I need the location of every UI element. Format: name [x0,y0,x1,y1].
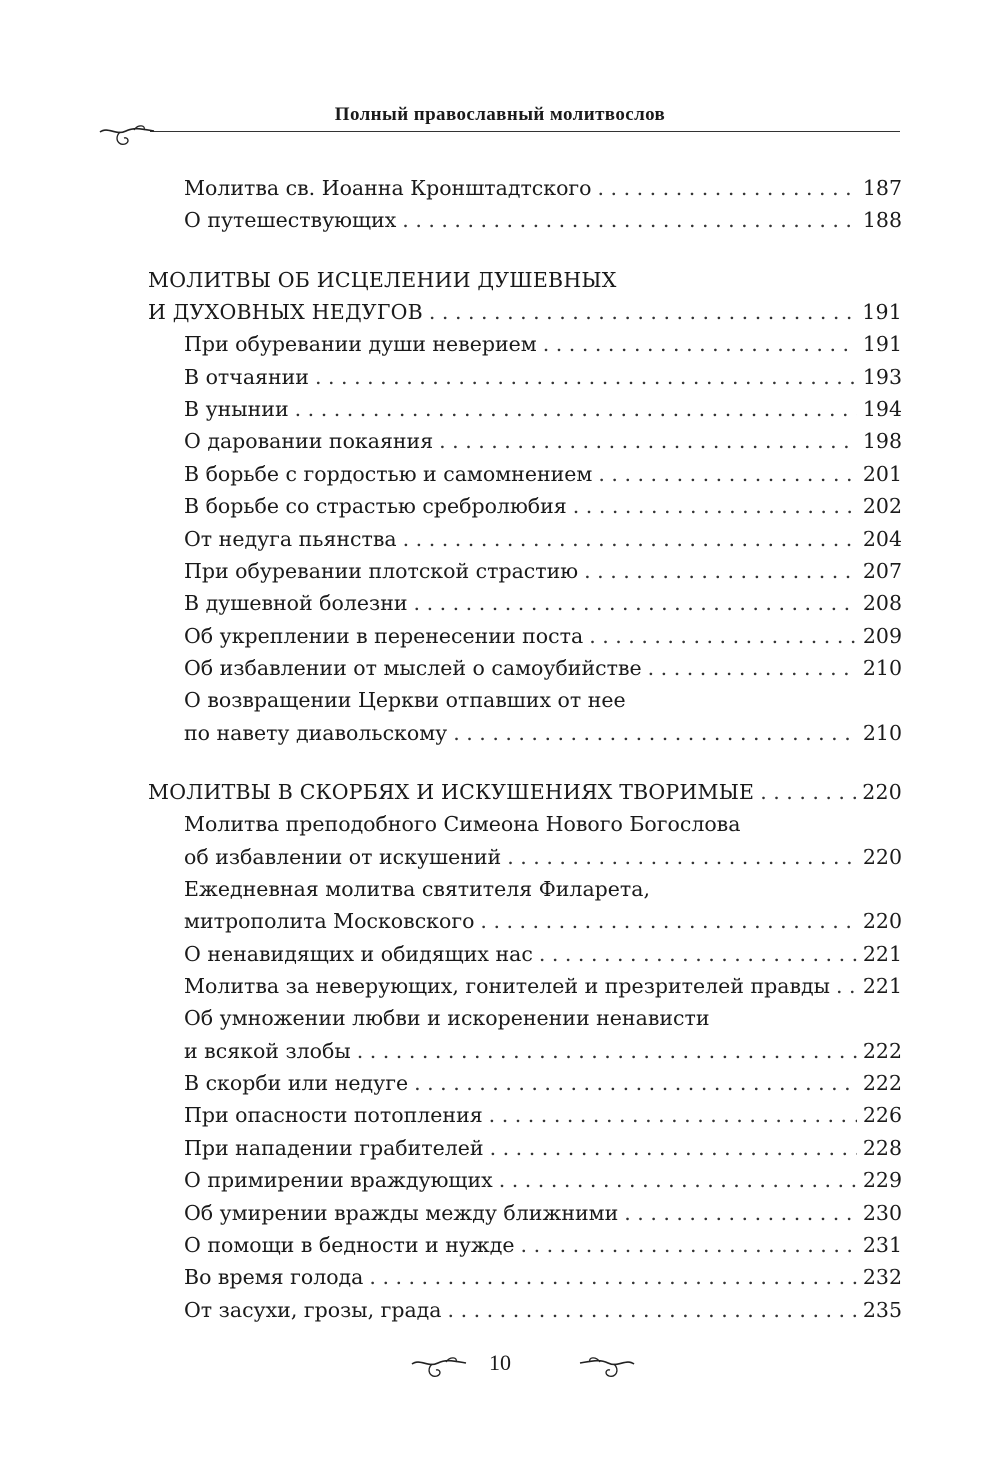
toc-entry[interactable] [184,396,902,422]
toc-entry-title: по навету диавольскому [184,720,448,745]
toc-entry-title: В душевной болезни [184,591,408,616]
toc-entry-title: об избавлении от искушений [184,844,502,869]
toc-entry[interactable] [184,973,902,999]
dot-leader [439,428,857,454]
dot-leader [507,844,857,870]
toc-entry-title: И ДУХОВНЫХ НЕДУГОВ [148,300,423,325]
toc-page-number: 210 [862,655,902,680]
dot-leader [453,720,857,746]
toc-entry[interactable] [184,1102,902,1128]
toc-entry-title: О даровании покаяния [184,429,434,454]
toc-page-number: 188 [862,208,902,233]
dot-leader [648,655,857,681]
dot-leader [584,558,857,584]
flourish-right-icon [578,1352,636,1384]
dot-leader [369,1264,856,1290]
toc-page-number: 228 [862,1135,902,1160]
dot-leader [836,973,857,999]
toc-entry-title: Во время голода [184,1265,364,1290]
toc-page-number: 198 [862,429,902,454]
toc-entry[interactable] [184,623,902,649]
toc-entry-title: При нападении грабителей [184,1135,484,1160]
toc-page-number: 229 [862,1168,902,1193]
toc-entry[interactable] [184,590,902,616]
toc-page-number: 220 [862,779,902,804]
toc-page-number: 220 [862,909,902,934]
toc-page-number: 208 [862,591,902,616]
toc-entry[interactable] [184,1167,902,1193]
toc-page-number: 232 [862,1265,902,1290]
dot-leader [295,396,857,422]
toc-page-number: 221 [862,974,902,999]
toc-entry-title: О примирении враждующих [184,1168,493,1193]
toc-entry-title: О ненавидящих и обидящих нас [184,941,533,966]
toc-page-number: 222 [862,1038,902,1063]
toc-entry-title: От засухи, грозы, града [184,1297,442,1322]
toc-entry[interactable] [184,1264,902,1290]
dot-leader [760,779,856,805]
toc-entry-line [184,876,902,902]
toc-entry-title: В борьбе со страстью сребролюбия [184,494,567,519]
toc-page-number: 187 [862,176,902,200]
toc-entry[interactable] [184,908,902,934]
toc-entry[interactable] [184,1232,902,1258]
toc-entry[interactable] [184,175,902,201]
toc-entry-title: От недуга пьянства [184,526,397,551]
dot-leader [402,207,857,233]
toc-entry[interactable] [184,1070,902,1096]
dot-leader [573,493,857,519]
toc-page-number: 210 [862,720,902,745]
toc-page-number: 226 [862,1103,902,1128]
toc-entry[interactable] [184,331,902,357]
toc-page-number: 235 [862,1297,902,1322]
toc-entry[interactable] [184,526,902,552]
page-number: 10 [489,1350,511,1375]
toc-entry[interactable] [184,428,902,454]
toc-entry-line [184,687,902,713]
toc-entry-line [184,811,902,837]
toc-page-number: 191 [862,300,902,325]
running-head-title: Полный православный молитвослов [334,104,666,125]
dot-leader [521,1232,857,1258]
toc-entry-title: Молитва св. Иоанна Кронштадтского [184,176,592,200]
toc-entry-text: Ежедневная молитва святителя Филарета, [184,877,651,901]
section-heading[interactable] [148,299,902,325]
toc-entry[interactable] [184,941,902,967]
toc-page-number: 222 [862,1071,902,1096]
dot-leader [489,1102,857,1128]
toc-entry[interactable] [184,364,902,390]
toc-entry[interactable] [184,1038,902,1064]
dot-leader [490,1135,857,1161]
dot-leader [414,590,857,616]
toc-entry-title: В унынии [184,397,289,422]
dot-leader [598,461,856,487]
toc-entry[interactable] [184,844,902,870]
section-heading-line [148,267,902,293]
toc-page-number: 220 [862,844,902,869]
toc-entry-title: МОЛИТВЫ В СКОРБЯХ И ИСКУШЕНИЯХ ТВОРИМЫЕ [148,779,755,804]
toc-entry-text: Об умножении любви и искоренении ненависти [184,1006,710,1031]
toc-entry-title: При опасности потопления [184,1103,483,1128]
toc-entry-title: Молитва за неверующих, гонителей и презрителей правды [184,974,830,999]
toc-page-number: 202 [862,494,902,519]
toc-entry[interactable] [184,558,902,584]
toc-entry[interactable] [184,720,902,746]
dot-leader [543,331,857,357]
toc-entry-title: При обуревании души неверием [184,332,537,357]
toc-entry[interactable] [184,1200,902,1226]
toc-entry-text: МОЛИТВЫ ОБ ИСЦЕЛЕНИИ ДУШЕВНЫХ [148,267,617,292]
dot-leader [357,1038,857,1064]
section-heading[interactable] [148,779,902,805]
toc-entry-line [184,1005,902,1031]
toc-page-number: 194 [862,397,902,422]
toc-page-number: 209 [862,623,902,648]
dot-leader [315,364,857,390]
page-footer [0,1348,1000,1388]
toc-entry[interactable] [184,1297,902,1323]
toc-entry-title: В отчаянии [184,364,309,389]
dot-leader [499,1167,857,1193]
toc-entry-title: Об укреплении в перенесении поста [184,623,584,648]
dot-leader [589,623,857,649]
toc-page-number: 221 [862,941,902,966]
toc-entry-title: О помощи в бедности и нужде [184,1232,515,1257]
toc-entry[interactable] [184,493,902,519]
dot-leader [539,941,857,967]
toc-page-number: 230 [862,1200,902,1225]
toc-entry[interactable] [184,1135,902,1161]
dot-leader [403,526,857,552]
toc-entry-text: Молитва преподобного Симеона Нового Богослова [184,812,741,837]
toc-entry-title: митрополита Московского [184,909,475,934]
toc-entry-title: О путешествующих [184,208,397,233]
toc-entry-title: и всякой злобы [184,1038,351,1063]
dot-leader [624,1200,857,1226]
dot-leader [448,1297,857,1323]
dot-leader [414,1070,857,1096]
toc-entry-title: При обуревании плотской страстию [184,558,579,583]
toc-entry[interactable] [184,655,902,681]
toc-page-number: 191 [862,332,902,357]
toc-page-number: 231 [862,1232,902,1257]
toc-page-number: 201 [862,461,902,486]
toc-entry-title: В борьбе с гордостью и самомнением [184,461,593,486]
dot-leader [598,175,857,201]
dot-leader [480,908,856,934]
toc-entry[interactable] [184,207,902,233]
dot-leader [429,299,856,325]
toc-entry[interactable] [184,461,902,487]
toc-page-number: 204 [862,526,902,551]
toc-entry-title: В скорби или недуге [184,1071,409,1096]
toc-page-number: 207 [862,558,902,583]
toc-page-number: 193 [862,364,902,389]
toc-entry-title: Об избавлении от мыслей о самоубийстве [184,655,642,680]
toc-entry-text: О возвращении Церкви отпавших от нее [184,688,626,713]
toc-entry-title: Об умирении вражды между ближними [184,1200,619,1225]
